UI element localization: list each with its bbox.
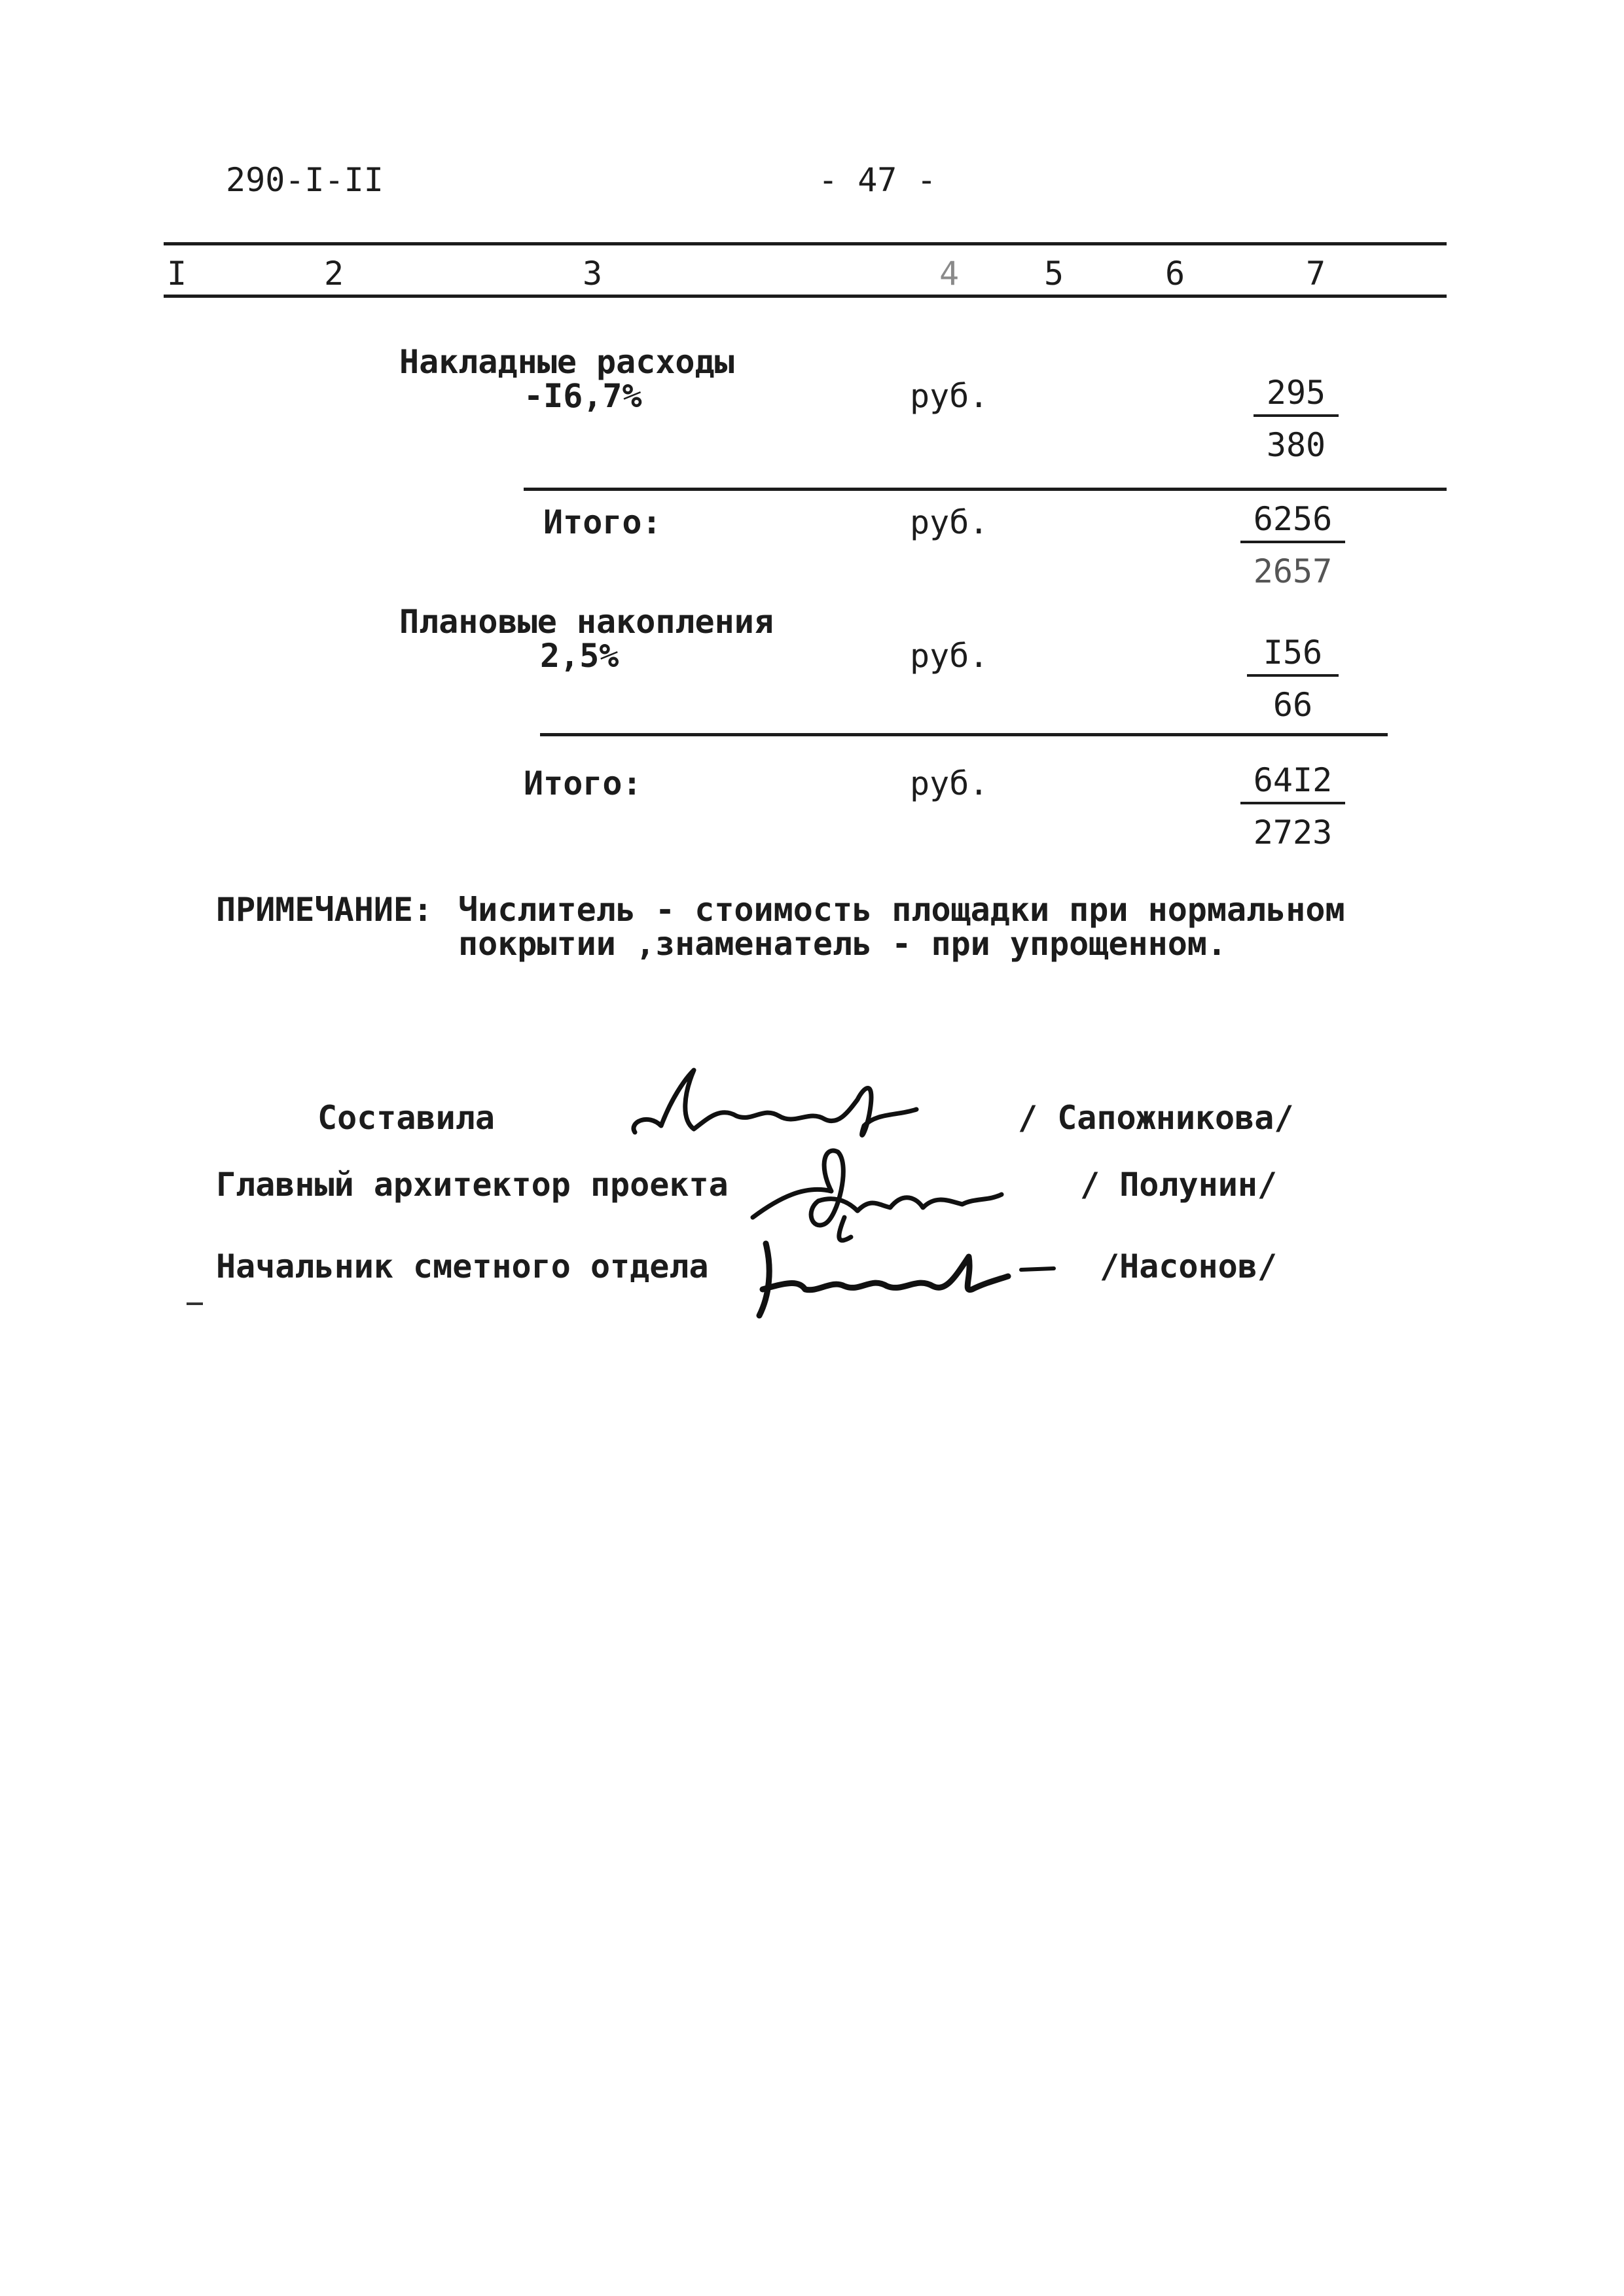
signer-name: /Насонов/ bbox=[1100, 1247, 1277, 1285]
numerator: 6256 bbox=[1240, 503, 1345, 543]
row-value-fraction bbox=[1247, 634, 1339, 724]
row-label: Накладные расходы bbox=[399, 343, 734, 381]
signature-image bbox=[622, 1060, 962, 1152]
signer-role: Начальник сметного отдела bbox=[216, 1247, 709, 1285]
scan-mark bbox=[187, 1302, 203, 1305]
denominator: 380 bbox=[1266, 426, 1326, 464]
numerator: I56 bbox=[1247, 636, 1339, 677]
denominator: 2723 bbox=[1253, 814, 1333, 852]
table-header-rule bbox=[164, 295, 1447, 298]
column-header-6: 6 bbox=[1165, 255, 1185, 293]
row-label: Плановые накопления bbox=[399, 603, 774, 641]
denominator: 2657 bbox=[1253, 552, 1333, 590]
row-unit: руб. bbox=[910, 503, 989, 541]
total-rule bbox=[540, 733, 1388, 736]
row-value-fraction bbox=[1240, 500, 1345, 590]
numerator: 295 bbox=[1254, 376, 1339, 417]
row-percent: 2,5% bbox=[540, 637, 619, 675]
column-header-5: 5 bbox=[1044, 255, 1064, 293]
row-label: Итого: bbox=[524, 764, 642, 802]
row-value-fraction bbox=[1254, 374, 1339, 464]
row-value-fraction bbox=[1240, 761, 1345, 852]
row-unit: руб. bbox=[910, 637, 989, 675]
signer-role: Составила bbox=[317, 1099, 495, 1137]
row-unit: руб. bbox=[910, 764, 989, 802]
numerator: 64I2 bbox=[1240, 764, 1345, 804]
note-line-1: Числитель - стоимость площадки при нормальном bbox=[458, 891, 1345, 929]
row-label: Итого: bbox=[543, 503, 662, 541]
note-line-2: покрытии ,знаменатель - при упрощенном. bbox=[458, 925, 1227, 963]
column-header-1: I bbox=[167, 255, 187, 293]
denominator: 66 bbox=[1272, 686, 1313, 724]
table-top-rule bbox=[164, 242, 1447, 245]
page-number: - 47 - bbox=[818, 161, 937, 199]
signer-name: / Сапожникова/ bbox=[1018, 1099, 1294, 1137]
signer-role: Главный архитектор проекта bbox=[216, 1166, 729, 1204]
signature-image bbox=[746, 1230, 1074, 1322]
column-header-3: 3 bbox=[583, 255, 603, 293]
column-header-2: 2 bbox=[324, 255, 344, 293]
row-unit: руб. bbox=[910, 377, 989, 415]
signer-name: / Полунин/ bbox=[1080, 1166, 1278, 1204]
subtotal-rule bbox=[524, 488, 1447, 491]
column-header-4: 4 bbox=[939, 255, 960, 293]
note-label: ПРИМЕЧАНИЕ: bbox=[216, 891, 433, 929]
row-percent: -I6,7% bbox=[524, 377, 642, 415]
document-code: 290-I-II bbox=[226, 161, 384, 199]
column-header-7: 7 bbox=[1306, 255, 1326, 293]
